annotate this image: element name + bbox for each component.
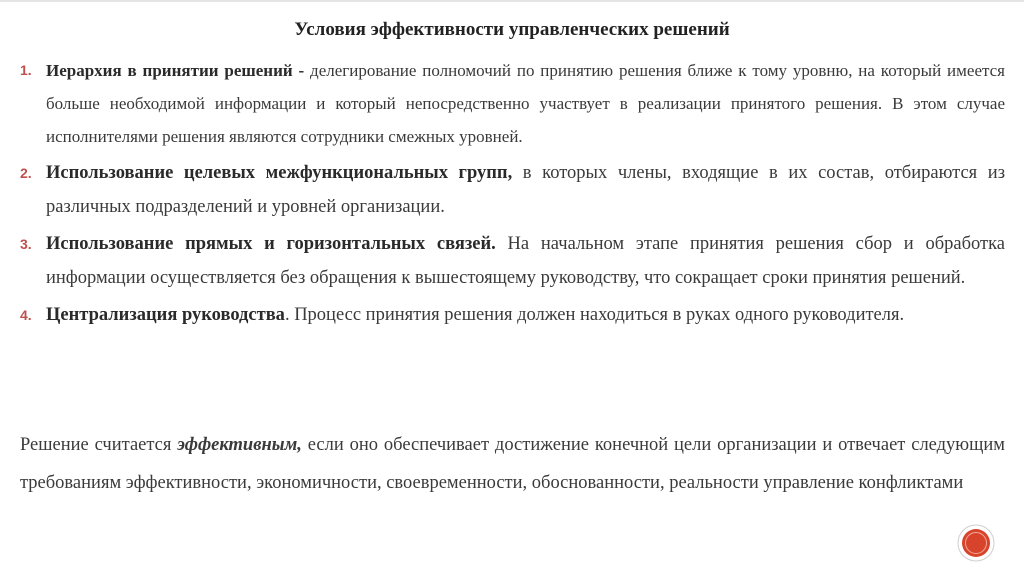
item-number: 1. — [20, 62, 32, 78]
conclusion-emphasis: эффективным, — [177, 435, 302, 455]
list-item — [20, 54, 1005, 153]
conclusion-paragraph — [20, 426, 1005, 502]
conclusion-before: Решение считается — [20, 435, 178, 455]
item-term: Централизация руководства — [46, 305, 285, 325]
list-item — [20, 227, 1005, 295]
item-text: На начальном этапе принятия решения сбор и обработка информации осуществляется без обращения к вышестоящему руководству, что сокращает сроки принятия решений. — [46, 234, 1005, 288]
top-divider — [0, 0, 1024, 2]
item-text: делегирование полномочий по принятию решения ближе к тому уровню, на который имеется больше необходимой информации и который непосредственно участвует в реализации принятого решения. В этом случае исполнителями решения являются сотрудники смежных уровней. — [46, 61, 1006, 146]
item-term: Использование прямых и горизонтальных связей. — [46, 234, 496, 254]
list-item — [20, 156, 1005, 224]
item-term: Использование целевых межфункциональных групп, — [46, 163, 513, 183]
conclusion-after: если оно обеспечивает достижение конечной цели организации и отвечает следующим требованиям эффективности, экономичности, своевременности, обоснованности, реальности управление конфликтами — [20, 435, 1005, 493]
item-number: 2. — [20, 165, 32, 181]
list-item — [20, 298, 1005, 332]
item-number: 4. — [20, 307, 32, 323]
conditions-list — [20, 54, 1005, 335]
item-text: в которых члены, входящие в их состав, отбираются из различных подразделений и уровней организации. — [46, 163, 1005, 217]
red-circle-badge-icon — [957, 524, 995, 562]
item-term: Иерархия в принятии решений - — [46, 61, 305, 80]
item-text: . Процесс принятия решения должен находиться в руках одного руководителя. — [284, 305, 905, 325]
item-number: 3. — [20, 236, 32, 252]
slide-title: Условия эффективности управленческих решений — [294, 19, 730, 40]
